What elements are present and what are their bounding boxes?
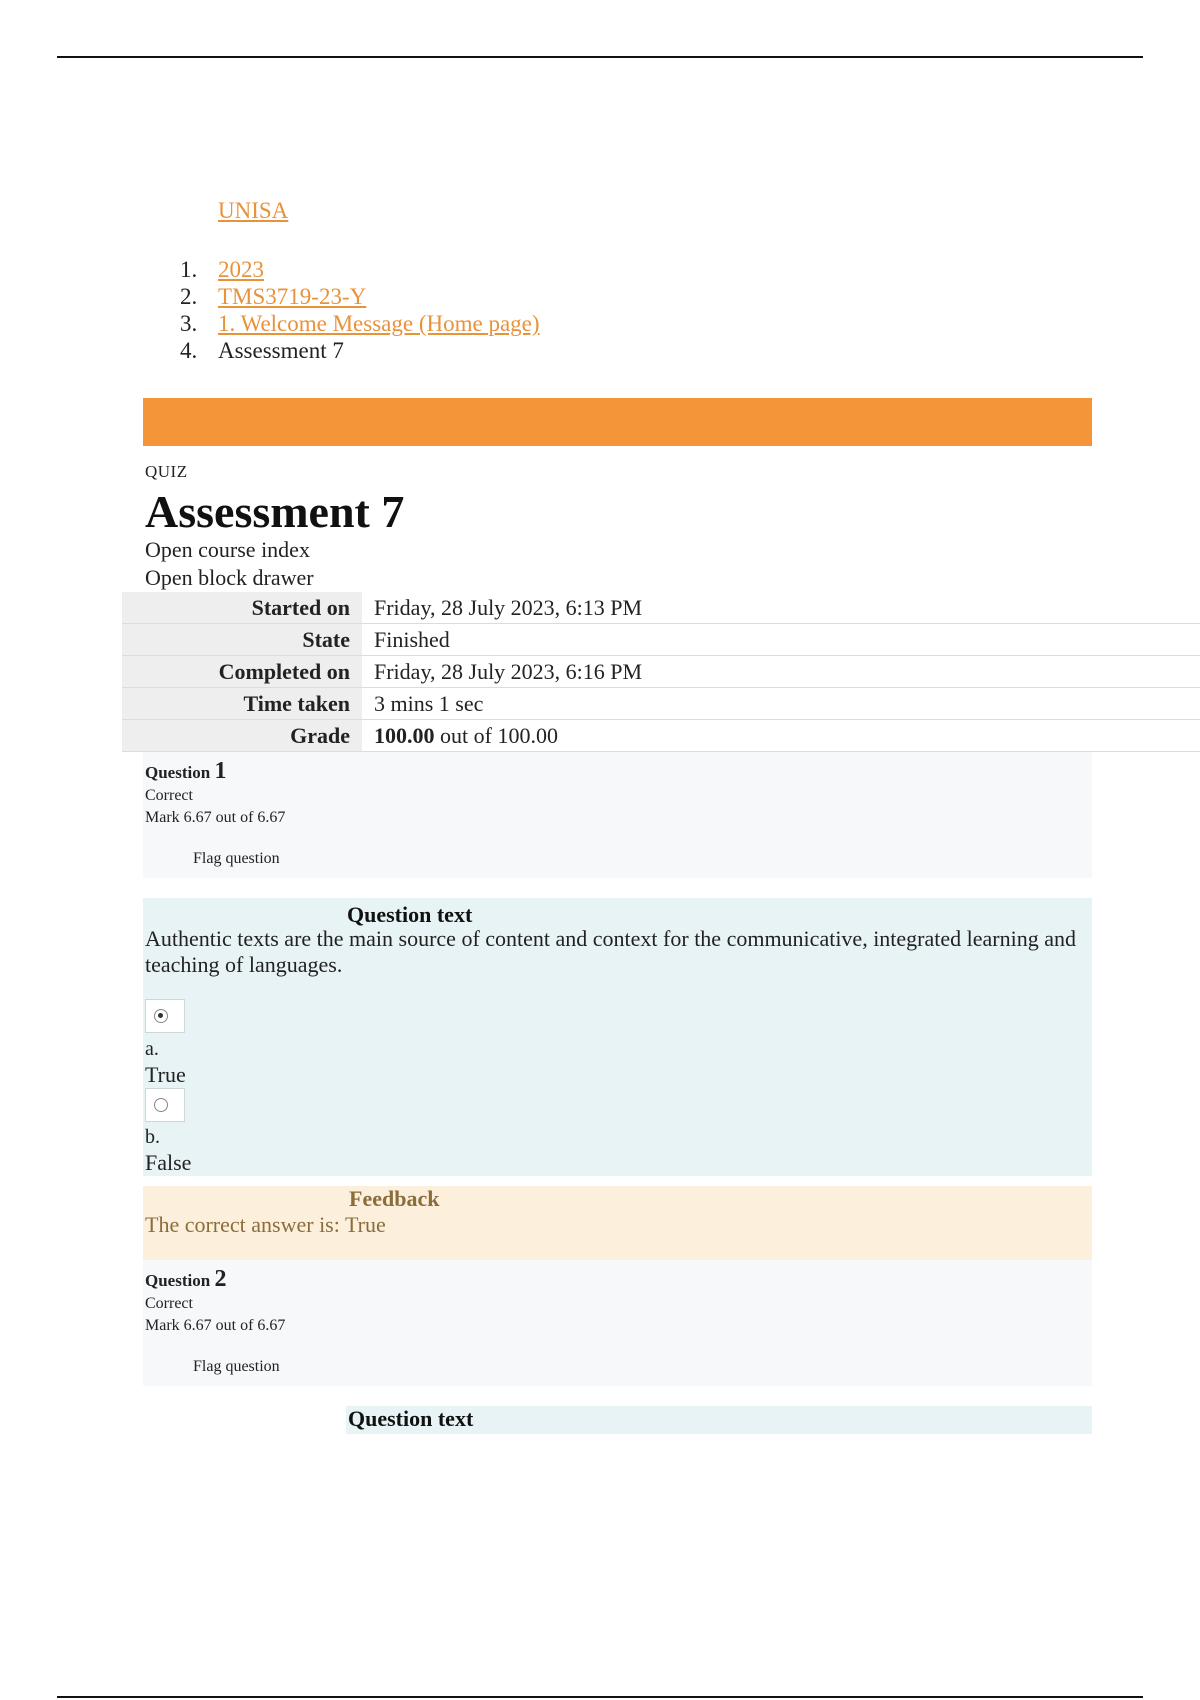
question-1-content bbox=[143, 898, 1092, 1176]
breadcrumb-link-section[interactable]: 1. Welcome Message (Home page) bbox=[218, 311, 540, 336]
feedback-heading: Feedback bbox=[349, 1186, 440, 1211]
table-row bbox=[122, 656, 1200, 688]
breadcrumb-link-course[interactable]: TMS3719-23-Y bbox=[218, 284, 367, 309]
completed-on-label: Completed on bbox=[122, 656, 362, 688]
question-state: Correct bbox=[145, 1295, 193, 1312]
breadcrumb-number: 1. bbox=[180, 257, 198, 282]
question-text: Authentic texts are the main source of content and context for the communicative, integrated learning and teaching of languages. bbox=[145, 926, 1076, 977]
started-on-value: Friday, 28 July 2023, 6:13 PM bbox=[362, 592, 1200, 624]
option-b-letter: b. bbox=[145, 1126, 160, 1148]
option-a-letter: a. bbox=[145, 1038, 159, 1060]
breadcrumb-item bbox=[180, 310, 540, 337]
question-number-value: 2 bbox=[214, 1266, 227, 1292]
question-2-content bbox=[346, 1406, 1092, 1434]
question-number-value: 1 bbox=[214, 758, 227, 784]
grade-score: 100.00 bbox=[374, 722, 435, 748]
breadcrumb-current: Assessment 7 bbox=[218, 338, 344, 363]
breadcrumb-item bbox=[180, 283, 540, 310]
question-mark: Mark 6.67 out of 6.67 bbox=[145, 1317, 286, 1334]
breadcrumb-number: 3. bbox=[180, 311, 198, 336]
breadcrumb-number: 4. bbox=[180, 338, 198, 363]
breadcrumb-link-year[interactable]: 2023 bbox=[218, 257, 264, 282]
table-row bbox=[122, 720, 1200, 752]
feedback-text: The correct answer is: True bbox=[145, 1212, 386, 1237]
state-label: State bbox=[122, 624, 362, 656]
option-b-label[interactable]: False bbox=[145, 1150, 192, 1175]
radio-unselected-icon[interactable] bbox=[154, 1098, 168, 1112]
breadcrumb bbox=[180, 256, 540, 364]
question-text-heading: Question text bbox=[347, 902, 473, 927]
completed-on-value: Friday, 28 July 2023, 6:16 PM bbox=[362, 656, 1200, 688]
question-number bbox=[145, 1266, 226, 1293]
breadcrumb-number: 2. bbox=[180, 284, 198, 309]
question-number bbox=[145, 758, 226, 785]
flag-question-button[interactable]: Flag question bbox=[193, 850, 280, 867]
page-top-rule bbox=[57, 56, 1143, 58]
option-a-radio-box[interactable] bbox=[145, 999, 185, 1033]
question-word: Question bbox=[145, 1271, 211, 1290]
course-header-banner bbox=[143, 398, 1092, 446]
table-row bbox=[122, 592, 1200, 624]
open-course-index-button[interactable]: Open course index bbox=[145, 537, 310, 562]
page-bottom-rule bbox=[57, 1696, 1143, 1698]
question-word: Question bbox=[145, 763, 211, 782]
radio-selected-icon[interactable] bbox=[154, 1009, 168, 1023]
table-row bbox=[122, 688, 1200, 720]
table-row bbox=[122, 624, 1200, 656]
grade-label: Grade bbox=[122, 720, 362, 752]
question-1-info bbox=[143, 752, 1092, 878]
question-text-heading: Question text bbox=[348, 1406, 474, 1431]
page-title: Assessment 7 bbox=[145, 486, 405, 537]
started-on-label: Started on bbox=[122, 592, 362, 624]
grade-total: out of 100.00 bbox=[434, 722, 558, 748]
open-block-drawer-button[interactable]: Open block drawer bbox=[145, 565, 314, 590]
question-2-info bbox=[143, 1260, 1092, 1386]
time-taken-value: 3 mins 1 sec bbox=[362, 688, 1200, 720]
flag-question-button[interactable]: Flag question bbox=[193, 1358, 280, 1375]
page-kicker: QUIZ bbox=[145, 462, 188, 481]
question-mark: Mark 6.67 out of 6.67 bbox=[145, 809, 286, 826]
site-home-link[interactable]: UNISA bbox=[218, 198, 289, 223]
question-1-feedback bbox=[143, 1186, 1092, 1260]
time-taken-label: Time taken bbox=[122, 688, 362, 720]
breadcrumb-item bbox=[180, 337, 540, 364]
grade-value bbox=[362, 720, 1200, 752]
option-b-radio-box[interactable] bbox=[145, 1088, 185, 1122]
breadcrumb-item bbox=[180, 256, 540, 283]
option-a-label[interactable]: True bbox=[145, 1062, 186, 1087]
attempt-summary-table bbox=[122, 592, 1200, 752]
question-state: Correct bbox=[145, 787, 193, 804]
state-value: Finished bbox=[362, 624, 1200, 656]
